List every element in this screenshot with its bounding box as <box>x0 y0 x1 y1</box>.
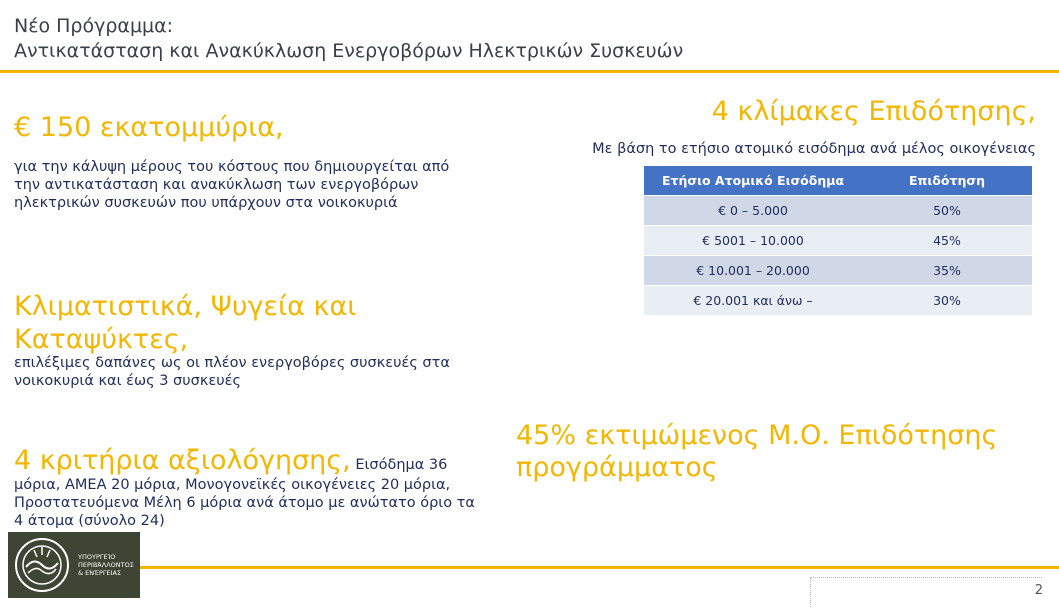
table-header-row <box>644 166 1032 195</box>
table-row <box>644 255 1032 285</box>
logo-text-line2: ΠΕΡΙΒΆΛΛΟΝΤΟΣ <box>78 561 134 569</box>
ministry-logo-text <box>78 553 134 577</box>
table-cell-income: € 0 – 5.000 <box>644 195 862 225</box>
appliances-heading: Κλιματιστικά, Ψυγεία και Καταψύκτες, <box>14 291 357 355</box>
table-cell-income: € 10.001 – 20.000 <box>644 255 862 285</box>
amount-description: για την κάλυψη μέρους του κόστους που δημιουργείται από την αντικατάσταση και ανακύκλωση των ενεργοβόρων ηλεκτρικών συσκευών που υπάρχουν στα νοικοκυριά <box>14 159 450 211</box>
table-header-income: Ετήσιο Ατομικό Εισόδημα <box>644 166 862 195</box>
table-row <box>644 195 1032 225</box>
slide-title-line1: Νέο Πρόγραμμα: <box>14 15 174 37</box>
table-cell-income: € 20.001 και άνω – <box>644 285 862 315</box>
table-cell-subsidy: 45% <box>862 225 1032 255</box>
table-header-subsidy: Επιδότηση <box>862 166 1032 195</box>
footer-divider <box>140 566 1059 569</box>
criteria-heading: 4 κριτήρια αξιολόγησης, <box>14 445 351 476</box>
criteria-block <box>14 446 484 530</box>
average-subsidy-text: 45% εκτιμώμενος Μ.Ο. Επιδότησης προγράμματος <box>516 420 998 483</box>
logo-text-line1: ΥΠΟΥΡΓΕΊΟ <box>78 553 116 561</box>
table-row <box>644 285 1032 315</box>
slide-title-line2: Αντικατάσταση και Ανακύκλωση Ενεργοβόρων Ηλεκτρικών Συσκευών <box>14 40 684 62</box>
page-number: 2 <box>1034 583 1043 598</box>
subsidy-table <box>644 166 1032 315</box>
table-cell-subsidy: 35% <box>862 255 1032 285</box>
title-divider <box>0 70 1059 73</box>
table-cell-subsidy: 30% <box>862 285 1032 315</box>
tiers-heading: 4 κλίμακες Επιδότησης, <box>711 96 1036 127</box>
ministry-logo <box>8 532 140 598</box>
table-row <box>644 225 1032 255</box>
slide-title <box>14 14 683 64</box>
logo-text-line3: & ΕΝΈΡΓΕΙΑΣ <box>78 569 122 577</box>
amount-heading: € 150 εκατομμύρια, <box>14 112 284 143</box>
table-cell-subsidy: 50% <box>862 195 1032 225</box>
ministry-emblem-icon <box>12 535 72 595</box>
table-cell-income: € 5001 – 10.000 <box>644 225 862 255</box>
criteria-description: Εισόδημα 36 μόρια, ΑΜΕΑ 20 μόρια, Μονογονεϊκές οικογένειες 20 μόρια, Προστατευόμενα Μέλη 6 μόρια ανά άτομο με ανώτατο όριο τα 4 άτομα (σύνολο 24) <box>14 457 475 529</box>
appliances-description: επιλέξιμες δαπάνες ως οι πλέον ενεργοβόρες συσκευές στα νοικοκυριά και έως 3 συσκευές <box>14 355 450 389</box>
page-number-frame <box>810 577 1042 607</box>
tiers-subtitle: Με βάση το ετήσιο ατομικό εισόδημα ανά μέλος οικογένειας <box>592 141 1036 157</box>
